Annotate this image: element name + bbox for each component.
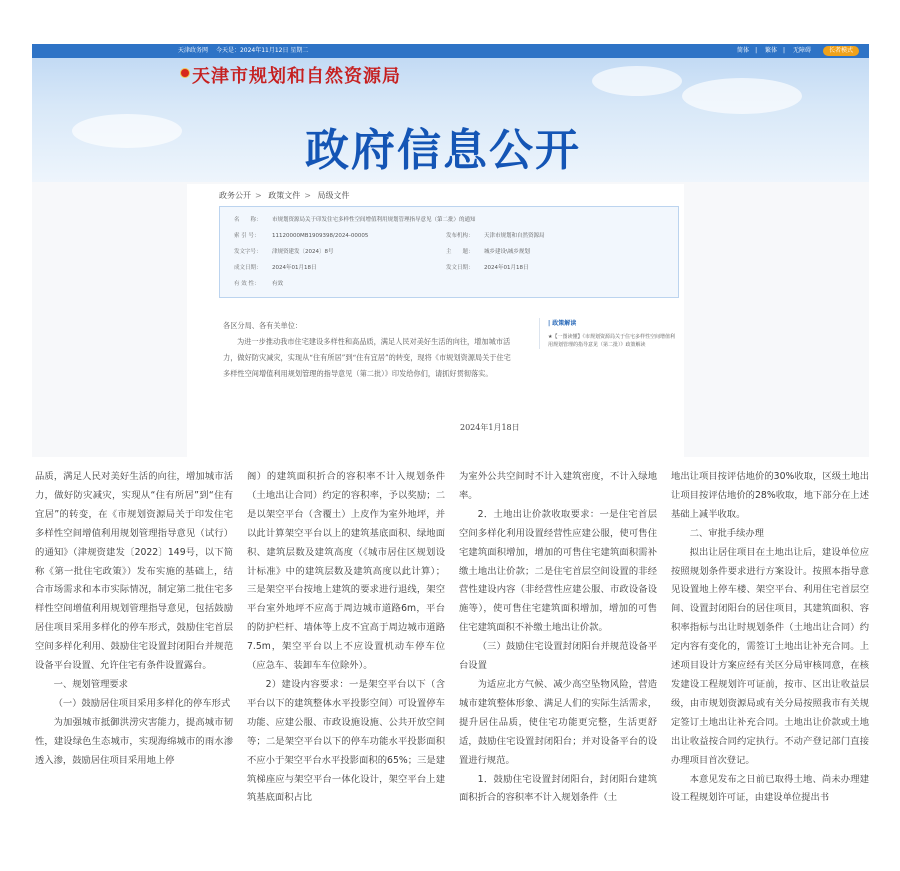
meta-validity-row: 有 效 性： 有效 xyxy=(234,281,284,287)
elder-mode-button[interactable]: 长者模式 xyxy=(823,46,859,56)
article-paragraph: 为适应北方气候、减少高空坠物风险，营造城市建筑整体形象、满足人们的实际生活需求，提升居住品质，使住宅功能更完整，生活更舒适，鼓励住宅设置封闭阳台；并对设备平台的设置进行规范。 xyxy=(459,678,657,766)
meta-date-row: 成文日期： 2024年01月18日 xyxy=(234,265,317,271)
document-metadata-box xyxy=(219,206,679,298)
breadcrumb-item[interactable]: 政务公开 xyxy=(219,191,251,200)
article-paragraph: （一）鼓励居住项目采用多样化的停车形式 xyxy=(53,697,231,709)
embedded-webpage-screenshot xyxy=(32,44,869,457)
notice-salutation: 各区分局、各有关单位： xyxy=(223,321,303,330)
article-column-3 xyxy=(459,468,657,808)
article-paragraph: 地出让项目按评估地价的30%收取，区级土地出让项目按评估地价的28%收取，地下部分在上述基础上减半收取。 xyxy=(671,471,869,520)
content-panel xyxy=(187,184,684,457)
article-paragraph: 二、审批手续办理 xyxy=(689,527,764,539)
meta-docno-row: 发文字号： 津规资建发〔2024〕8号 xyxy=(234,249,334,255)
banner-cloud xyxy=(682,78,802,114)
article-paragraph: 为加强城市抵御洪涝灾害能力，提高城市韧性，建设绿色生态城市，实现海绵城市的雨水渗透入渗，鼓励居住项目采用地上停 xyxy=(35,716,233,766)
meta-issuer-row: 发布机构： 天津市规划和自然资源局 xyxy=(446,233,545,239)
national-emblem-icon xyxy=(180,68,190,78)
article-column-2 xyxy=(247,468,445,808)
meta-pubdate-row: 发文日期： 2024年01月18日 xyxy=(446,265,529,271)
banner-cloud xyxy=(72,114,182,148)
top-bar-left xyxy=(178,44,314,58)
breadcrumb-item[interactable]: 政策文件 xyxy=(268,191,301,200)
bureau-name: 天津市规划和自然资源局 xyxy=(192,66,401,87)
top-bar xyxy=(32,44,869,58)
policy-interpretation-heading: | 政策解读 xyxy=(548,320,577,327)
site-banner xyxy=(32,44,869,182)
article-paragraph: 阁）的建筑面积折合的容积率不计入规划条件（土地出让合同）约定的容积率，予以奖励；二是以架空平台（含覆土）上皮作为室外地坪，并以此计算架空平台以上的建筑基底面积、绿地面积、建筑层数及建筑高度（《城市居住区规划设计标准》中的建筑层数及建筑高度以此计算）；三是架空平台按地上建筑的要求进行退线，架空平台室外地坪不应高于周边城市道路6m，平台的防护栏杆、墙体等上皮不宜高于周边城市道路7.5m，架空平台以上不应设置机动车停车位（应急车、装卸车车位除外）。 xyxy=(247,471,445,672)
article-column-4 xyxy=(671,468,869,808)
meta-topic-row: 主 题： 城乡建设\城乡规划 xyxy=(446,249,530,255)
traditional-chinese-link[interactable]: 繁体 xyxy=(765,47,778,54)
article-paragraph: 为室外公共空间时不计入建筑密度，不计入绿地率。 xyxy=(459,471,657,501)
article-paragraph: （三）鼓励住宅设置封闭阳台并规范设备平台设置 xyxy=(459,641,657,672)
article-paragraph: 拟出让居住项目在土地出让后，建设单位应按照规划条件要求进行方案设计。按照本指导意见设置地上停车楼、架空平台、利用住宅首层空间、设置封闭阳台的居住项目，其建筑面积、容积率指标与出让时规划条件（土地出让合同）约定内容有变化的，需签订土地出让补充合同。上述项目设计方案应经有关区分局审核同意，在核发建设工程规划许可证前，按市、区出让收益层级，由市规划资源局或有关分局按照我市有关规定签订土地出让补充合同。土地出让价款或土地出让收益按合同约定执行。不动产登记部门直接办理项目首次登记。 xyxy=(671,546,869,766)
article-paragraph: 本意见发布之日前已取得土地、尚未办理建设工程规划许可证，由建设单位提出书 xyxy=(671,773,869,804)
article-paragraph: 2．土地出让价款收取要求：一是住宅首层空间多样化利用设置经营性应建公服，使可售住宅建筑面积增加，增加的可售住宅建筑面积需补缴土地出让价款；二是住宅首层空间设置的非经营性建设内容（非经营性应建公服、市政设备设施等），使可售住宅建筑面积增加，增加的可售住宅建筑面积不补缴土地出让价款。 xyxy=(459,508,657,634)
article-paragraph: 一、规划管理要求 xyxy=(53,678,128,690)
article-text xyxy=(35,468,869,866)
meta-name-row: 名 称： 市规划资源局关于印发住宅多样性空间增值利用规划管理指导意见（第二批）的通知 xyxy=(234,217,476,223)
breadcrumb-item[interactable]: 局级文件 xyxy=(317,191,350,200)
notice-paragraph: 为进一步推动我市住宅建设多样性和高品质，满足人民对美好生活的向往，增加城市活力，做好防灾减灾，实现从“住有所居”到“住有宜居”的转变，现将《市规划资源局关于住宅多样性空间增值利用规划管理的指导意见（第二批）》印发给你们，请抓好贯彻落实。 xyxy=(223,337,511,378)
banner-cloud xyxy=(592,66,682,96)
breadcrumb: 政务公开 > 政策文件 > 局级文件 xyxy=(219,191,350,200)
article-column-1 xyxy=(35,468,233,771)
article-paragraph: 2）建设内容要求：一是架空平台以下（含平台以下的建筑整体水平投影空间）可设置停车功能、应建公服、市政设施设施、公共开放空间等；二是架空平台以下的停车功能水平投影面积不应小于架空平台水平投影面积的65%；三是建筑梯座应与架空平台一体化设计，架空平台上建筑基底面积占比 xyxy=(247,678,445,804)
page-title: 政府信息公开 xyxy=(305,125,581,176)
site-link[interactable]: 天津政务网 xyxy=(178,47,209,54)
meta-index-row: 索 引 号： 11120000MB1909398/2024-00005 xyxy=(234,233,369,239)
article-paragraph: 1．鼓励住宅设置封闭阳台，封闭阳台建筑面积折合的容积率不计入规划条件（土 xyxy=(459,773,657,804)
policy-interpretation-link[interactable]: ★【一图读懂】《市规划资源局关于住宅多样性空间增值利用规划管理的指导意见（第二批）》政策解读 xyxy=(548,334,675,348)
accessibility-link[interactable]: 无障碍 xyxy=(792,47,811,54)
simplified-chinese-link[interactable]: 简体 xyxy=(737,47,750,54)
notice-date: 2024年1月18日 xyxy=(460,423,520,432)
policy-interpretation-sidebar xyxy=(539,318,679,349)
article-paragraph: 品质，满足人民对美好生活的向往，增加城市活力，做好防灾减灾，实现从“住有所居”到“住有宜居”的转变，在《市规划资源局关于印发住宅多样性空间增值利用规划管理指导意见（试行）的通知》（津规资建发〔2022〕149号，以下简称《第一批住宅政策》）发布实施的基础上，结合市场需求和本市实际情况，制定第二批住宅多样性空间增值利用规划管理指导意见，包括鼓励居住项目采用多样化的停车形式，鼓励住宅首层空间多样化利用、鼓励住宅设置封闭阳台并规范设备平台设置、允许住宅有条件设置露台。 xyxy=(35,471,233,672)
notice-body xyxy=(223,318,513,382)
top-bar-right: 简体 | 繁体 | 无障碍 xyxy=(737,47,811,54)
current-date: 今天是：2024年11月12日 星期二 xyxy=(215,47,309,54)
